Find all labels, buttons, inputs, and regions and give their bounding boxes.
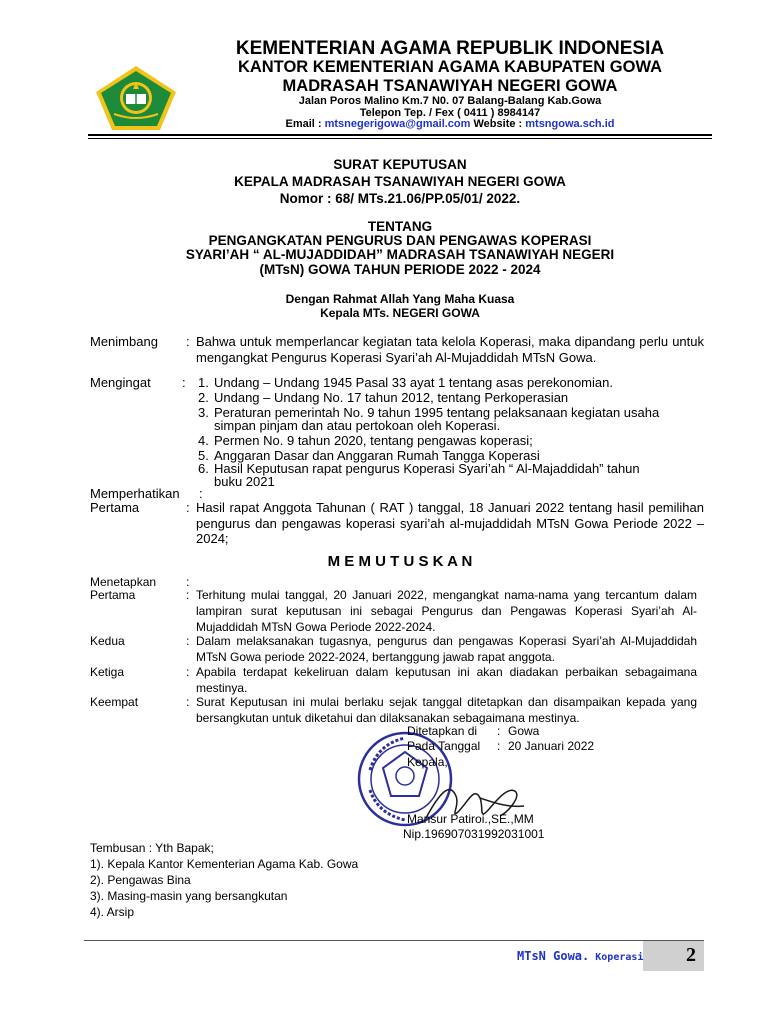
header-contact xyxy=(180,118,720,130)
header-ministry: KEMENTERIAN AGAMA REPUBLIK INDONESIA xyxy=(235,38,665,59)
mengingat-item-number: 6. xyxy=(198,461,209,476)
footer-brand-sub: Koperasi xyxy=(589,952,644,963)
website-label: Website : xyxy=(470,118,526,130)
mengingat-item-text: Undang – Undang No. 17 tahun 2012, tentang Perkoperasian xyxy=(214,390,569,405)
memutuskan-heading: M E M U T U S K A N xyxy=(327,553,473,570)
mengingat-item-text: Permen No. 9 tahun 2020, tentang pengawas koperasi; xyxy=(214,433,533,448)
rahmat-line: Dengan Rahmat Allah Yang Maha Kuasa xyxy=(285,292,515,306)
email-label: Email : xyxy=(285,118,325,130)
memperhatikan-colon: : xyxy=(199,486,203,501)
tembusan-item: 1). Kepala Kantor Kementerian Agama Kab. Gowa xyxy=(90,857,359,871)
footer-brand-name: MTsN Gowa. xyxy=(517,949,590,963)
ditetapkan-label: Ditetapkan di xyxy=(407,724,478,738)
header-address: Jalan Poros Malino Km.7 N0. 07 Balang-Balang Kab.Gowa xyxy=(298,95,602,107)
footer-brand xyxy=(517,949,643,963)
tembusan-item: 3). Masing-masin yang bersangkutan xyxy=(90,889,288,903)
menetapkan-item-text: Surat Keputusan ini mulai berlaku sejak tanggal ditetapkan dan disampaikan kepada yang bersangkutan untuk diketahui dan dilaksanakan sebagaimana mestinya. xyxy=(196,695,697,725)
menetapkan-item-colon: : xyxy=(186,665,190,679)
header-school: MADRASAH TSANAWIYAH NEGERI GOWA xyxy=(282,77,618,95)
tanggal-colon: : xyxy=(497,739,501,753)
tentang-heading: TENTANG xyxy=(367,219,433,234)
tanggal-value: 20 Januari 2022 xyxy=(508,739,595,753)
menimbang-text: Bahwa untuk memperlancar kegiatan tata kelola Koperasi, maka dipandang perlu untuk mengangkat Pengurus Koperasi Syari’ah Al-Mujaddidah MTsN Gowa. xyxy=(196,334,704,365)
mengingat-item-text: Peraturan pemerintah No. 9 tahun 1995 tentang pelaksanaan kegiatan usaha xyxy=(214,405,660,420)
footer-rule xyxy=(84,940,704,941)
mengingat-item-text: buku 2021 xyxy=(214,474,275,489)
ditetapkan-colon: : xyxy=(497,724,501,738)
menetapkan-item-text: Apabila terdapat kekeliruan dalam keputusan ini akan diadakan perbaikan sebagaimana mestinya. xyxy=(196,665,697,695)
menetapkan-colon: : xyxy=(186,575,190,589)
menetapkan-item-text: Dalam melaksanakan tugasnya, pengurus dan pengawas Koperasi Syari’ah Al-Mujaddidah MTsN Gowa periode 2022-2024, bertanggung jawab rapat anggota. xyxy=(196,634,697,664)
menetapkan-item-text: Terhitung mulai tanggal, 20 Januari 2022, mengangkat nama-nama yang tercantum dalam lampiran surat keputusan ini sebagai Pengurus dan Pengawas Koperasi Syari’ah Al-Mujaddidah MTsN Gowa Periode 2022-2024. xyxy=(196,588,697,634)
mengingat-item-number: 1. xyxy=(198,375,209,390)
header-rule-thick xyxy=(88,134,712,136)
page-number: 2 xyxy=(686,944,696,966)
ditetapkan-value: Gowa xyxy=(508,724,540,738)
menetapkan-item-colon: : xyxy=(186,634,190,648)
tembusan-item: 4). Arsip xyxy=(90,905,135,919)
mengingat-item-text: Hasil Keputusan rapat pengurus Koperasi Syari’ah “ Al-Majaddidah” tahun xyxy=(214,461,640,476)
mengingat-item-number: 3. xyxy=(198,405,209,420)
menetapkan-item-colon: : xyxy=(186,695,190,709)
header-rule-thin xyxy=(88,138,712,139)
mengingat-colon: : xyxy=(182,375,186,390)
mengingat-label: Mengingat xyxy=(90,375,151,390)
memperhatikan-pertama-colon: : xyxy=(186,500,190,515)
menetapkan-item-label: Keempat xyxy=(90,695,139,709)
menimbang-colon: : xyxy=(186,334,190,349)
tembusan-item: 2). Pengawas Bina xyxy=(90,873,191,887)
memperhatikan-text: Hasil rapat Anggota Tahunan ( RAT ) tanggal, 18 Januari 2022 tentang hasil pemilihan pengurus dan pengawas koperasi syari’ah al-mujaddidah MTsN Gowa Periode 2022 – 2024; xyxy=(196,500,704,546)
decree-number: Nomor : 68/ MTs.21.06/PP.05/01/ 2022. xyxy=(279,191,521,206)
mengingat-item-text: Undang – Undang 1945 Pasal 33 ayat 1 tentang asas perekonomian. xyxy=(214,375,613,390)
mengingat-item-number: 4. xyxy=(198,433,209,448)
ministry-logo xyxy=(94,64,178,132)
mengingat-item-number: 2. xyxy=(198,390,209,405)
memperhatikan-label: Memperhatikan xyxy=(90,486,180,501)
signatory-name: Mansur Patiroi.,SE.,MM xyxy=(407,812,534,826)
kepala-line: Kepala MTs. NEGERI GOWA xyxy=(320,306,480,320)
subject-line-3: (MTsN) GOWA TAHUN PERIODE 2022 - 2024 xyxy=(259,262,541,277)
menetapkan-item-label: Ketiga xyxy=(90,665,125,679)
signatory-title: Kepala, xyxy=(407,755,448,769)
subject-line-2: SYARI’AH “ AL-MUJADDIDAH” MADRASAH TSANAWIYAH NEGERI xyxy=(185,247,615,262)
memperhatikan-pertama-label: Pertama xyxy=(90,500,140,515)
tembusan-title: Tembusan : Yth Bapak; xyxy=(90,841,214,855)
menetapkan-item-label: Kedua xyxy=(90,634,125,648)
menimbang-label: Menimbang xyxy=(90,334,158,349)
menetapkan-label: Menetapkan xyxy=(90,575,157,589)
decree-title: SURAT KEPUTUSAN xyxy=(333,157,467,172)
email-link[interactable]: mtsnegerigowa@gmail.com xyxy=(324,118,471,130)
signatory-nip: Nip.196907031992031001 xyxy=(403,827,545,841)
menetapkan-item-label: Pertama xyxy=(90,588,136,602)
decree-issuer: KEPALA MADRASAH TSANAWIYAH NEGERI GOWA xyxy=(234,174,566,189)
mengingat-item-number: 5. xyxy=(198,448,209,463)
mengingat-item-text: simpan pinjam dan atau pertokoan oleh Koperasi. xyxy=(214,418,501,433)
tanggal-label: Pada Tanggal xyxy=(407,739,481,753)
header-phone: Telepon Tep. / Fex ( 0411 ) 8984147 xyxy=(359,107,541,119)
header-office: KANTOR KEMENTERIAN AGAMA KABUPATEN GOWA xyxy=(237,58,663,76)
mengingat-item-text: Anggaran Dasar dan Anggaran Rumah Tangga Koperasi xyxy=(214,448,540,463)
website-link[interactable]: mtsngowa.sch.id xyxy=(525,118,615,130)
subject-line-1: PENGANGKATAN PENGURUS DAN PENGAWAS KOPERASI xyxy=(208,233,592,248)
menetapkan-item-colon: : xyxy=(186,588,190,602)
